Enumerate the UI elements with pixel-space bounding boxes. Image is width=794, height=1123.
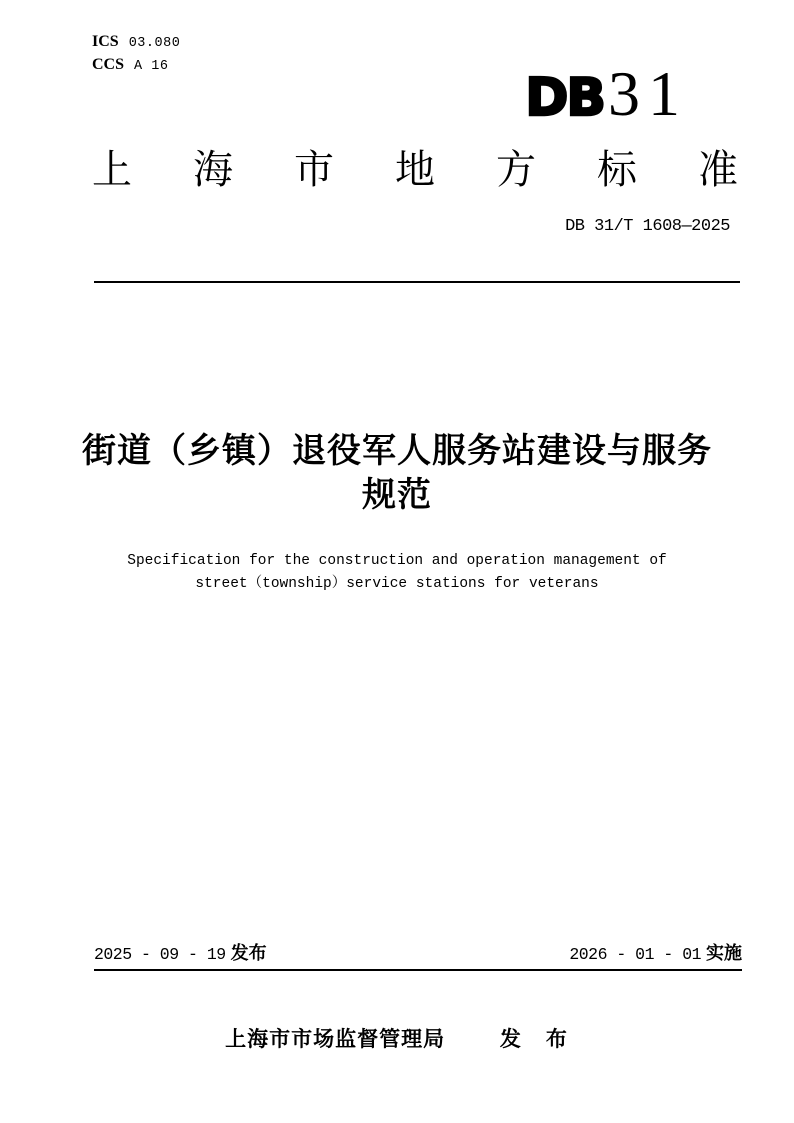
dates-row <box>94 939 742 965</box>
document-title-line1: 街道（乡镇）退役军人服务站建设与服务 <box>82 432 712 470</box>
publisher-action: 发 布 <box>499 1028 569 1051</box>
ccs-value: A 16 <box>134 59 169 74</box>
footer-divider-line <box>94 969 742 971</box>
ics-value: 03.080 <box>128 36 181 51</box>
issue-date-label: 发布 <box>230 943 267 963</box>
implement-date-group <box>569 939 742 965</box>
implement-date: 2026 - 01 - 01 <box>569 945 701 964</box>
classification-codes <box>92 33 180 79</box>
english-subtitle-line1: Specification for the construction and operation management of <box>127 553 667 569</box>
db31-logo-number: 31 <box>608 58 688 129</box>
document-title <box>40 429 754 517</box>
standard-category-title: 上海市地方标准 <box>92 148 738 192</box>
ics-code-row <box>92 33 180 56</box>
english-subtitle <box>40 550 754 596</box>
publisher-line <box>0 1023 794 1053</box>
publisher-name: 上海市市场监督管理局 <box>225 1028 446 1051</box>
header-divider-line <box>94 281 740 283</box>
db31-logo <box>525 58 688 129</box>
standard-number: DB 31/T 1608—2025 <box>565 217 730 236</box>
issue-date: 2025 - 09 - 19 <box>94 945 226 964</box>
ics-label: ICS <box>92 33 119 50</box>
ccs-label: CCS <box>92 56 125 73</box>
db31-logo-db: DB <box>525 68 604 128</box>
ccs-code-row <box>92 56 180 79</box>
document-title-line2: 规范 <box>362 476 432 514</box>
issue-date-group <box>94 939 267 965</box>
implement-date-label: 实施 <box>706 943 742 963</box>
english-subtitle-line2: street（township）service stations for veterans <box>195 576 599 592</box>
